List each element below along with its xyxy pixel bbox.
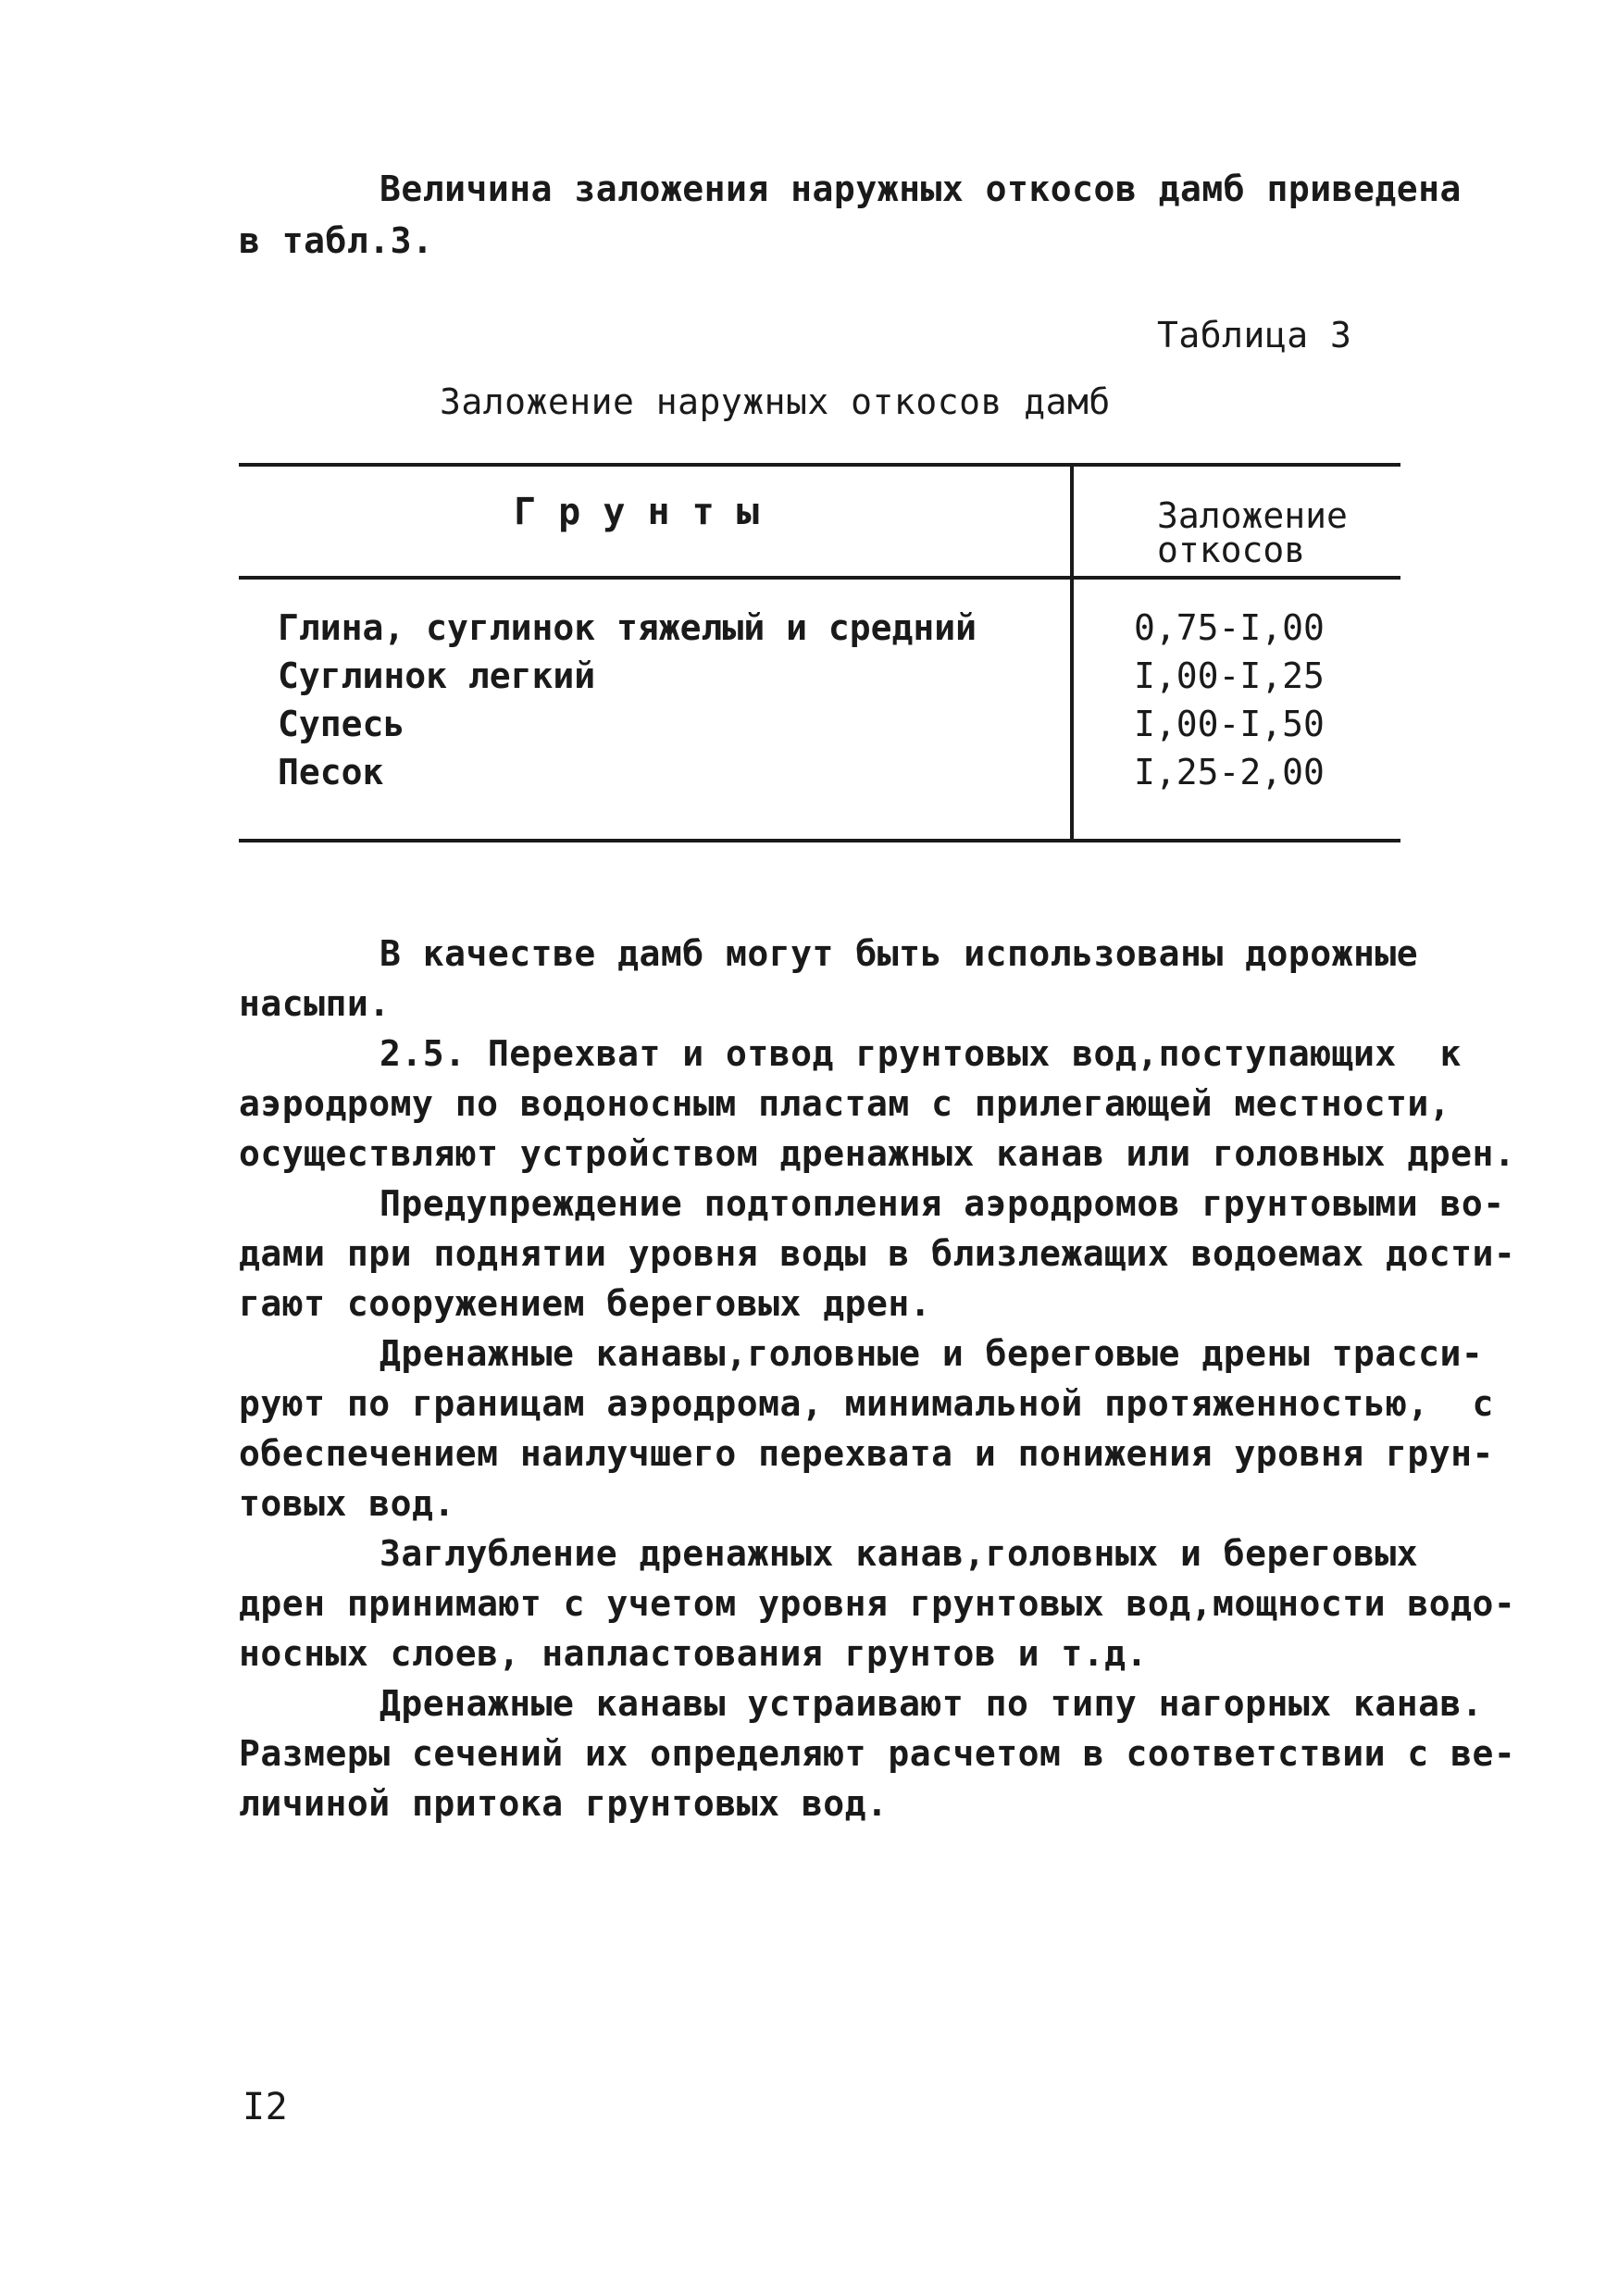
table-header-rule — [239, 576, 1400, 580]
table-row-soil: Суглинок легкий — [278, 655, 596, 696]
table-row-soil: Глина, суглинок тяжелый и средний — [278, 607, 977, 648]
body-paragraph-line: 2.5. Перехват и отвод грунтовых вод,поступающих к — [380, 1033, 1462, 1074]
body-paragraph-line: насыпи. — [239, 983, 391, 1024]
body-paragraph-line: личиной притока грунтовых вод. — [239, 1783, 889, 1824]
table-top-rule — [239, 463, 1400, 467]
body-paragraph-line: носных слоев, напластования грунтов и т.д. — [239, 1633, 1148, 1674]
table-label: Таблица 3 — [1157, 315, 1352, 356]
table-row-value: I,00-I,50 — [1134, 704, 1325, 744]
body-paragraph-line: руют по границам аэродрома, минимальной протяженностью, с — [239, 1383, 1494, 1424]
body-paragraph-line: осуществляют устройством дренажных канав или головных дрен. — [239, 1133, 1516, 1174]
body-paragraph-line: гают сооружением береговых дрен. — [239, 1283, 932, 1324]
table-row-soil: Песок — [278, 752, 384, 792]
column-header-slope-line1: Заложение — [1157, 495, 1348, 536]
page-number: I2 — [243, 2086, 289, 2128]
table-bottom-rule — [239, 839, 1400, 842]
body-paragraph-line: Дренажные канавы устраивают по типу нагорных канав. — [380, 1683, 1484, 1724]
body-paragraph-line: дами при поднятии уровня воды в близлежащих водоемах дости- — [239, 1233, 1516, 1274]
table-row-value: 0,75-I,00 — [1134, 607, 1325, 648]
intro-line-2: в табл.3. — [239, 220, 434, 261]
body-paragraph-line: Заглубление дренажных канав,головных и береговых — [380, 1533, 1419, 1574]
table-row-value: I,25-2,00 — [1134, 752, 1325, 792]
table-row-value: I,00-I,25 — [1134, 655, 1325, 696]
body-paragraph-line: Предупреждение подтопления аэродромов грунтовыми во- — [380, 1183, 1505, 1224]
body-paragraph-line: дрен принимают с учетом уровня грунтовых вод,мощности водо- — [239, 1583, 1516, 1624]
table-column-divider — [1070, 463, 1074, 842]
column-header-slope-line2: откосов — [1157, 530, 1306, 570]
column-header-soils: Г р у н т ы — [514, 491, 759, 533]
body-paragraph-line: Дренажные канавы,головные и береговые дрены трасси- — [380, 1333, 1484, 1374]
intro-line-1: Величина заложения наружных откосов дамб приведена — [380, 168, 1462, 209]
table-row-soil: Супесь — [278, 704, 405, 744]
body-paragraph-line: обеспечением наилучшего перехвата и понижения уровня грун- — [239, 1433, 1494, 1474]
body-paragraph-line: В качестве дамб могут быть использованы дорожные — [380, 933, 1419, 974]
body-paragraph-line: Размеры сечений их определяют расчетом в соответствии с ве- — [239, 1733, 1516, 1774]
body-paragraph-line: аэродрому по водоносным пластам с прилегающей местности, — [239, 1083, 1451, 1124]
body-paragraph-line: товых вод. — [239, 1483, 455, 1524]
table-title: Заложение наружных откосов дамб — [440, 381, 1111, 422]
